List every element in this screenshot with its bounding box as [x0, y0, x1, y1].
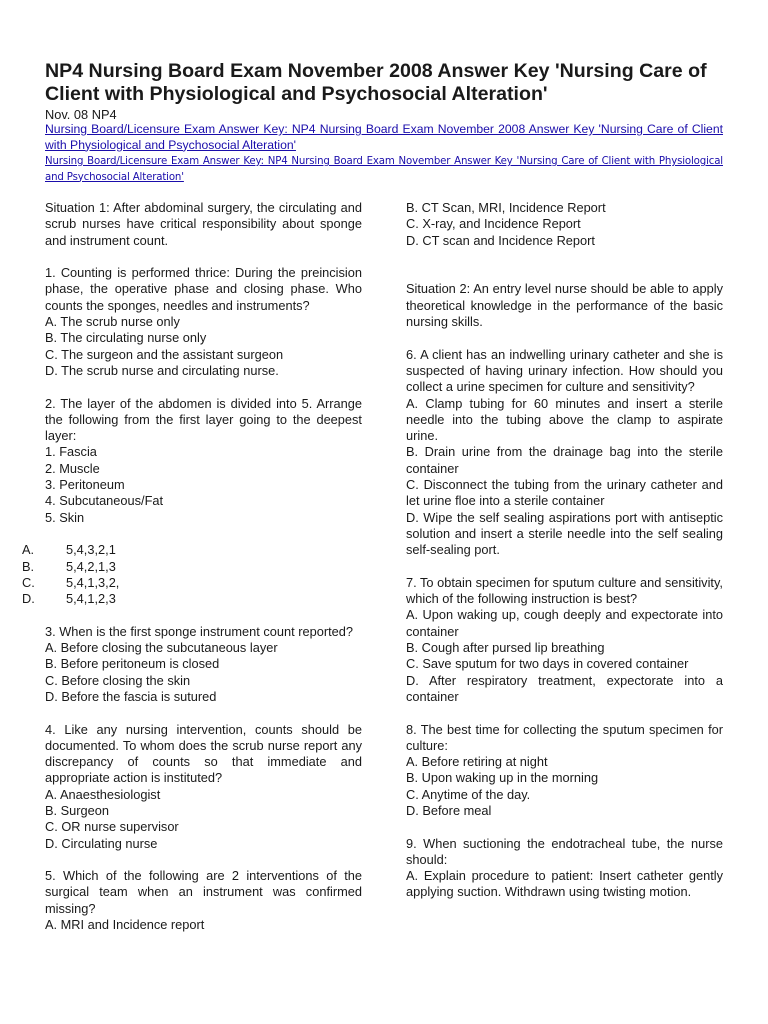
question-3-stem: 3. When is the first sponge instrument count reported?: [45, 623, 354, 639]
document-subtitle: Nov. 08 NP4: [45, 107, 117, 122]
option-value: 5,4,2,1,3: [66, 558, 116, 574]
left-column: [22, 200, 362, 950]
question-2-item-2: 2. Muscle: [45, 460, 100, 476]
question-7: [406, 575, 723, 705]
spacer: [406, 249, 723, 282]
document-title: NP4 Nursing Board Exam November 2008 Answer Key 'Nursing Care of Client with Physiological and Psychosocial Alteration': [45, 60, 707, 105]
question-9-stem: 9. When suctioning the endotracheal tube, the nurse should:: [406, 835, 723, 867]
question-2-option-b: [22, 559, 362, 575]
question-8-option-b: B. Upon waking up in the morning: [406, 770, 599, 786]
answer-key-link-secondary[interactable]: Nursing Board/Licensure Exam Answer Key: NP4 Nursing Board Exam November Answer Key 'Nursing Care of Client with Physiological and Psychosocial Alteration': [45, 156, 723, 183]
question-6: [406, 347, 723, 559]
question-4: [45, 722, 362, 852]
question-6-stem: 6. A client has an indwelling urinary catheter and she is suspected of having urinary infection. How should you collect a urine specimen for culture and sensitivity?: [406, 346, 723, 395]
option-value: 5,4,1,3,2,: [66, 574, 120, 590]
question-1-option-d: D. The scrub nurse and circulating nurse.: [45, 362, 279, 378]
question-6-option-b: B. Drain urine from the drainage bag into the sterile container: [406, 444, 723, 476]
question-3-option-d: D. Before the fascia is sutured: [45, 688, 217, 704]
question-2-item-5: 5. Skin: [45, 509, 85, 525]
question-5-option-b: B. CT Scan, MRI, Incidence Report: [406, 200, 606, 215]
question-4-option-d: D. Circulating nurse: [45, 835, 158, 851]
question-3-option-a: A. Before closing the subcutaneous layer: [45, 640, 278, 656]
option-label: A.: [22, 542, 35, 558]
question-9-option-a: A. Explain procedure to patient: Insert catheter gently applying suction. Withdrawn using twisting motion.: [406, 868, 723, 900]
question-2-item-4: 4. Subcutaneous/Fat: [45, 493, 164, 509]
question-5-option-a: A. MRI and Incidence report: [45, 917, 205, 933]
question-1-option-b: B. The circulating nurse only: [45, 330, 207, 346]
question-4-option-a: A. Anaesthesiologist: [45, 786, 161, 802]
question-2-item-1: 1. Fascia: [45, 444, 97, 460]
option-value: 5,4,1,2,3: [66, 591, 116, 607]
question-5: [45, 868, 362, 933]
situation-2-text: Situation 2: An entry level nurse should be able to apply theoretical knowledge in the performance of the basic nursing skills.: [406, 281, 723, 330]
question-2-option-a: [22, 542, 362, 558]
question-2-option-c: [22, 575, 362, 591]
question-4-option-b: B. Surgeon: [45, 802, 110, 818]
question-1-stem: 1. Counting is performed thrice: During the preincision phase, the operative phase and closing phase. Who counts the sponges, needles and instruments?: [45, 265, 362, 313]
question-8: [406, 722, 723, 820]
question-6-option-d: D. Wipe the self sealing aspirations port with antiseptic solution and insert a sterile needle into the self sealing self-sealing port.: [406, 509, 723, 558]
question-3-option-b: B. Before peritoneum is closed: [45, 656, 220, 672]
question-5-option-c: C. X-ray, and Incidence Report: [406, 216, 581, 232]
question-2-item-3: 3. Peritoneum: [45, 477, 125, 493]
question-5-stem: 5. Which of the following are 2 interventions of the surgical team when an instrument was confirmed missing?: [45, 868, 362, 916]
question-3: [45, 624, 362, 705]
question-6-option-c: C. Disconnect the tubing from the urinary catheter and let urine floe into a sterile container: [406, 477, 723, 509]
question-2-options: [22, 542, 362, 607]
question-7-option-d: D. After respiratory treatment, expectorate into a container: [406, 672, 723, 704]
question-7-option-b: B. Cough after pursed lip breathing: [406, 640, 605, 656]
question-3-option-c: C. Before closing the skin: [45, 672, 191, 688]
question-2-stem: 2. The layer of the abdomen is divided into 5. Arrange the following from the first layer going to the deepest layer:: [45, 395, 362, 444]
question-1: [45, 265, 362, 379]
question-8-option-d: D. Before meal: [406, 802, 492, 818]
question-8-option-c: C. Anytime of the day.: [406, 786, 531, 802]
question-8-stem: 8. The best time for collecting the sputum specimen for culture:: [406, 721, 723, 753]
question-9: [406, 836, 723, 901]
question-1-option-c: C. The surgeon and the assistant surgeon: [45, 346, 284, 362]
question-4-option-c: C. OR nurse supervisor: [45, 819, 179, 835]
option-label: D.: [22, 591, 35, 607]
question-2-option-d: [22, 591, 362, 607]
right-column: [406, 200, 723, 917]
question-2: [45, 396, 362, 526]
option-label: B.: [22, 558, 35, 574]
question-7-option-a: A. Upon waking up, cough deeply and expectorate into container: [406, 607, 723, 639]
answer-key-link-primary[interactable]: Nursing Board/Licensure Exam Answer Key: NP4 Nursing Board Exam November 2008 Answer Key 'Nursing Care of Client with Physiological and Psychosocial Alteration': [45, 122, 723, 152]
question-5-option-d: D. CT scan and Incidence Report: [406, 232, 595, 248]
question-8-option-a: A. Before retiring at night: [406, 754, 548, 770]
option-label: C.: [22, 574, 35, 590]
question-4-stem: 4. Like any nursing intervention, counts should be documented. To whom does the scrub nurse report any discrepancy of counts so that immediate and appropriate action is instituted?: [45, 721, 362, 786]
question-7-option-c: C. Save sputum for two days in covered container: [406, 656, 689, 672]
question-1-option-a: A. The scrub nurse only: [45, 314, 180, 330]
question-5-continued: [406, 200, 723, 249]
question-6-option-a: A. Clamp tubing for 60 minutes and insert a sterile needle into the tubing above the clamp to aspirate urine.: [406, 395, 723, 444]
situation-1-text: Situation 1: After abdominal surgery, the circulating and scrub nurses have critical responsibility about sponge and instrument count.: [45, 200, 362, 248]
question-7-stem: 7. To obtain specimen for sputum culture and sensitivity, which of the following instruction is best?: [406, 574, 723, 607]
option-value: 5,4,3,2,1: [66, 542, 116, 558]
